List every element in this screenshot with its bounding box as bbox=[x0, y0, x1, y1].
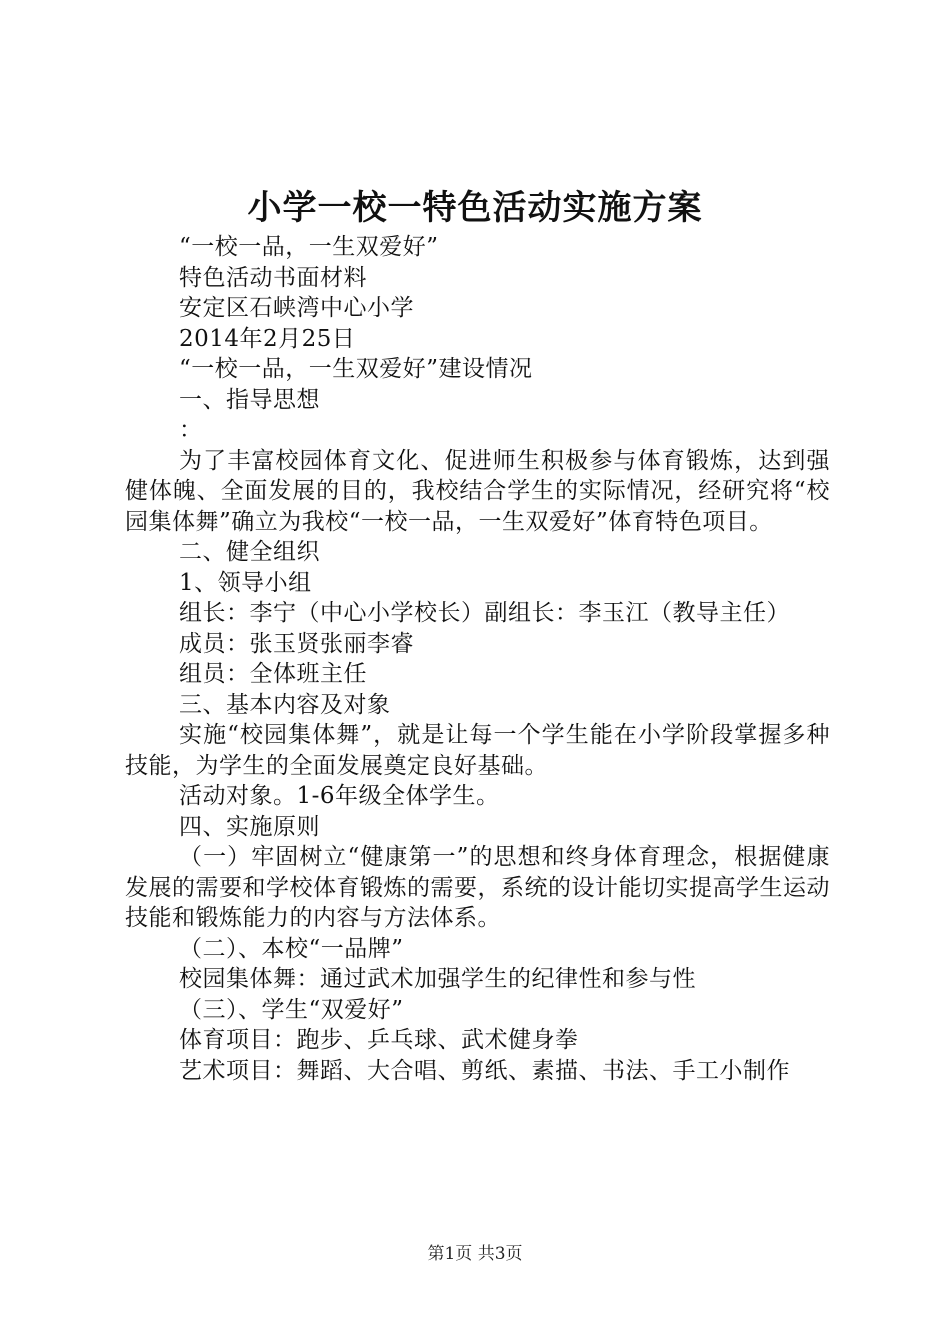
subsection-heading: （三）、学生“双爱好” bbox=[179, 996, 404, 1023]
document-body bbox=[125, 232, 830, 1086]
paragraph: 活动对象。1-6年级全体学生。 bbox=[179, 783, 500, 809]
paragraph: 组长：李宁（中心小学校长）副组长：李玉江（教导主任） bbox=[179, 600, 790, 626]
paragraph: 实施“校园集体舞”，就是让每一个学生能在小学阶段掌握多种技能，为学生的全面发展奠定良好基础。 bbox=[125, 722, 830, 779]
paragraph: 安定区石峡湾中心小学 bbox=[179, 295, 414, 321]
paragraph: 体育项目：跑步、乒乓球、武术健身拳 bbox=[179, 1027, 579, 1053]
paragraph: 校园集体舞：通过武术加强学生的纪律性和参与性 bbox=[179, 966, 696, 992]
paragraph: 2014年2月25日 bbox=[179, 325, 356, 352]
section-heading: 四、实施原则 bbox=[179, 813, 320, 840]
section-heading: 一、指导思想 bbox=[179, 386, 320, 413]
paragraph: “一校一品，一生双爱好”建设情况 bbox=[179, 356, 533, 382]
paragraph: 成员：张玉贤张丽李睿 bbox=[179, 630, 414, 657]
paragraph: 艺术项目：舞蹈、大合唱、剪纸、素描、书法、手工小制作 bbox=[179, 1057, 790, 1084]
section-heading: 三、基本内容及对象 bbox=[179, 691, 391, 718]
paragraph: 特色活动书面材料 bbox=[179, 264, 367, 291]
subsection-heading: 1、领导小组 bbox=[179, 569, 312, 596]
subsection-heading: （二）、本校“一品牌” bbox=[179, 935, 404, 962]
page-footer: 第1页 共3页 bbox=[427, 1244, 523, 1264]
paragraph: “一校一品，一生双爱好” bbox=[179, 234, 439, 260]
paragraph: ： bbox=[179, 417, 203, 443]
section-heading: 二、健全组织 bbox=[179, 539, 320, 565]
paragraph: 为了丰富校园体育文化、促进师生积极参与体育锻炼，达到强健体魄、全面发展的目的，我校结合学生的实际情况，经研究将“校园集体舞”确立为我校“一校一品，一生双爱好”体育特色项目。 bbox=[125, 447, 830, 535]
document-title: 小学一校一特色活动实施方案 bbox=[247, 188, 703, 228]
paragraph: 组员：全体班主任 bbox=[179, 661, 367, 687]
paragraph: （一）牢固树立“健康第一”的思想和终身体育理念，根据健康发展的需要和学校体育锻炼的需要，系统的设计能切实提高学生运动技能和锻炼能力的内容与方法体系。 bbox=[125, 844, 830, 931]
